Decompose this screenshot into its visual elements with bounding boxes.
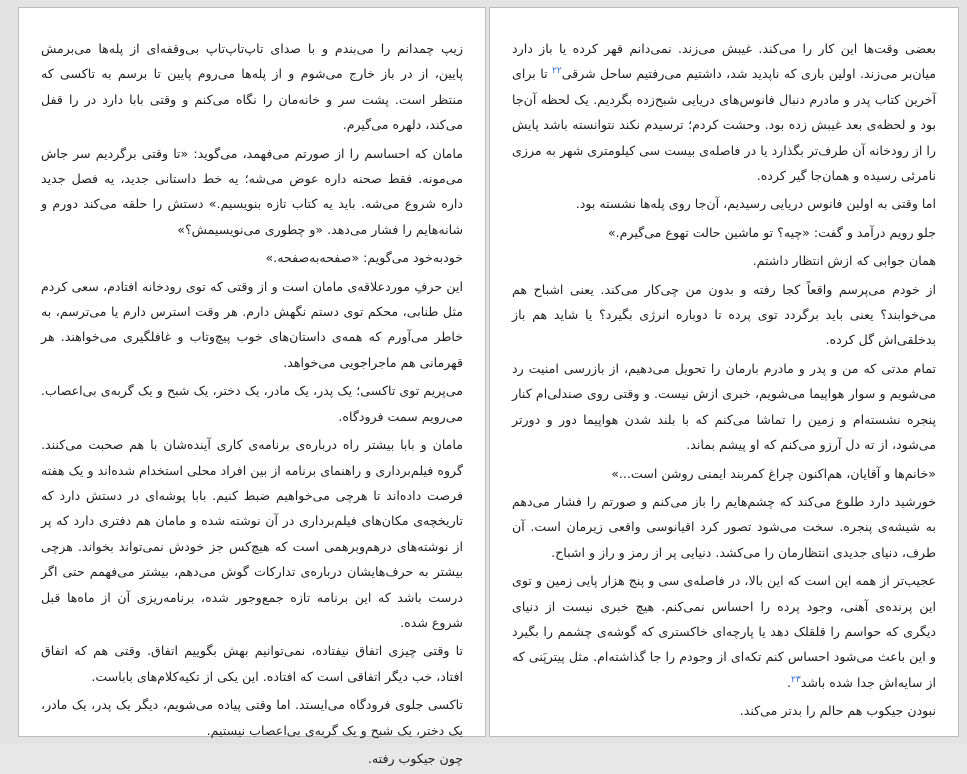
paragraph: خورشید دارد طلوع می‌کند که چشم‌هایم را باز می‌کنم و صورتم را فشار می‌دهم به شیشه‌ی پنجره. سخت می‌شود تصور کرد اقیانوسی واقعی زیرمان است. آن طرف، دنیای جدیدی انتظارمان را می‌کشد. دنیایی پر از رمز و راز و اشباح. <box>512 493 936 560</box>
paragraph: تاکسی جلوی فرودگاه می‌ایستد. اما وقتی پیاده می‌شویم، دیگر یک پدر، یک مادر، یک دختر، یک شبح و یک گربه‌ی بی‌اعصاب نیستیم. <box>41 697 463 738</box>
paragraph: نبودن جیکوب هم حالم را بدتر می‌کند. <box>739 703 936 719</box>
paragraph-text: تا برای آخرین کتاب پدر و مادرم دنبال فانوس‌های دریایی شبح‌زده بگردیم. یک لحظه آن‌جا بود و لحظه‌ی بعد غیبش زده بود. وحشت کردم؛ ترسیدم نکند نتوانسته باشد پایش را از رودخانه آن طرف‌تر بگذارد یا در فاصله‌ی بیست سی کیلومتری شهر به مرزی نامرئی رسیده و همان‌جا گیر کرده. <box>512 66 936 184</box>
page-right <box>489 7 959 737</box>
paragraph: خودبه‌خود می‌گویم: «صفحه‌به‌صفحه.» <box>265 250 463 266</box>
paragraph: جلو رویم درآمد و گفت: «چیه؟ تو ماشین حالت تهوع می‌گیرم.» <box>607 224 936 240</box>
paragraph: چون جیکوب رفته. <box>367 750 463 766</box>
paragraph-text: بعضی وقت‌ها این کار را می‌کند. غیبش می‌زند. نمی‌دانم قهر کرده یا باز دارد میان‌بر می‌زند. اولین باری که ناپدید شد، داشتیم می‌رفتیم ساحل شرقی <box>512 41 936 82</box>
paragraph: مامان و بابا بیشتر راه درباره‌ی برنامه‌ی کاری آینده‌شان با هم صحبت می‌کنند. گروه فیلم‌برداری و راهنمای برنامه از بین افراد محلی استخدام شده‌اند و یک هفته فرصت داده‌اند تا هرچی می‌خواهیم ضبط کنیم. بابا پوشه‌ای در دستش دارد که تاریخچه‌ی مکان‌های فیلم‌برداری در آن نوشته شده و مامان هم دفتری دارد که پر از نوشته‌های درهم‌وبرهمی است که هیچ‌کس جز خودش نمی‌تواند بخواند. هرچی بیشتر به حرف‌هایشان درباره‌ی تدارکات گوش می‌دهم، بیشتر می‌فهمم حتی اگر درست باشد که این برنامه تازه جمع‌وجور شده، برنامه‌ریزی آن از ماه‌ها قبل شروع شده. <box>41 437 463 630</box>
paragraph: «خانم‌ها و آقایان، هم‌اکنون چراغ کمربند ایمنی روشن است...» <box>611 465 936 481</box>
paragraph: اما وقتی به اولین فانوس دریایی رسیدیم، آن‌جا روی پله‌ها نشسته بود. <box>575 196 936 212</box>
paragraph: می‌پریم توی تاکسی؛ یک پدر، یک مادر، یک دختر، یک شبح و یک گربه‌ی بی‌اعصاب. می‌رویم سمت فرودگاه. <box>41 383 463 424</box>
page-left <box>18 7 486 766</box>
paragraph: تمام مدتی که من و پدر و مادرم بارمان را تحویل می‌دهیم، از بازرسی امنیت رد می‌شویم و سوار هواپیما می‌شویم، خبری ازش نیست. و وقتی روی صندلی‌ام کنار پنجره نشسته‌ام و زمین را تماشا می‌کنم که با بلند شدن هواپیما دور و دورتر می‌شود، از ته دل آرزو می‌کنم که او پیشم بماند. <box>512 360 936 453</box>
paragraph <box>512 568 936 695</box>
footnote-marker[interactable]: ۲۳ <box>791 674 801 685</box>
paragraph: از خودم می‌پرسم واقعاً کجا رفته و بدون من چی‌کار می‌کند. یعنی اشباح هم می‌خوابند؟ یعنی باید برگردد توی پرده تا دوباره انرژی بگیرد؟ یا شاید هم باز بدخلقی‌اش گل کرده. <box>512 281 936 348</box>
footnote-marker[interactable]: ۲۲ <box>552 66 562 77</box>
page-right-text <box>512 36 936 727</box>
paragraph: زیپ چمدانم را می‌بندم و با صدای تاپ‌تاپ‌تاپ بی‌وقفه‌ای از پله‌ها می‌برمش پایین، از در باز خارج می‌شوم و از پله‌ها می‌روم پایین تا برسم به تاکسی که منتظر است. پشت سر و خانه‌مان را نگاه می‌کنم و وقتی بابا دارد در را قفل می‌کند، دلهره می‌گیرم. <box>41 41 463 133</box>
page-left-text <box>41 36 463 774</box>
paragraph: تا وقتی چیزی اتفاق نیفتاده، نمی‌توانیم بهش بگوییم اتفاق. وقتی هم که اتفاق افتاد، خب دیگر اتفاقی است که افتاده. این یکی از تکیه‌کلام‌های باباست. <box>41 643 463 684</box>
paragraph: مامان که احساسم را از صورتم می‌فهمد، می‌گوید: «تا وقتی برگردیم سر جاش می‌مونه. فقط صحنه داره عوض می‌شه؛ یه خط داستانی جدید، یه فصل جدید داره شروع می‌شه. باید یه کتاب تازه بنویسیم.» دستش را حلقه می‌کند دورم و شانه‌هایم را فشار می‌دهد. «و چطوری می‌نویسیمش؟» <box>41 145 463 237</box>
paragraph <box>512 36 936 188</box>
paragraph: این حرفِ موردعلاقه‌ی مامان است و از وقتی که توی رودخانه افتادم، سعی کردم مثل طنابی، محکم توی دستم نگهش دارم. هر وقت استرس دارم یا می‌ترسم، به خاطر می‌آورم که همه‌ی داستان‌های خوب پیچ‌وتاب و غافلگیری می‌خواهند. هر قهرمانی هم ماجراجویی می‌خواهد. <box>41 278 463 370</box>
paragraph-text: عجیب‌تر از همه این است که این بالا، در فاصله‌ی سی و پنج هزار پایی زمین و توی این پرنده‌ی آهنی، وجود پرده را احساس نمی‌کنم. هیچ خبری نیست از دنیای دیگری که حواسم را قلقلک دهد یا پارچه‌ای خاکستری که گوشه‌ی چشمم را بگیرد و این باعث می‌شود احساس کنم تکه‌ای از وجودم را جا گذاشته‌ام. مثل پیترپَنی که از سایه‌اش جدا شده باشد <box>512 573 936 690</box>
paragraph-text: . <box>787 674 792 690</box>
paragraph: همان جوابی که ازش انتظار داشتم. <box>752 253 936 269</box>
